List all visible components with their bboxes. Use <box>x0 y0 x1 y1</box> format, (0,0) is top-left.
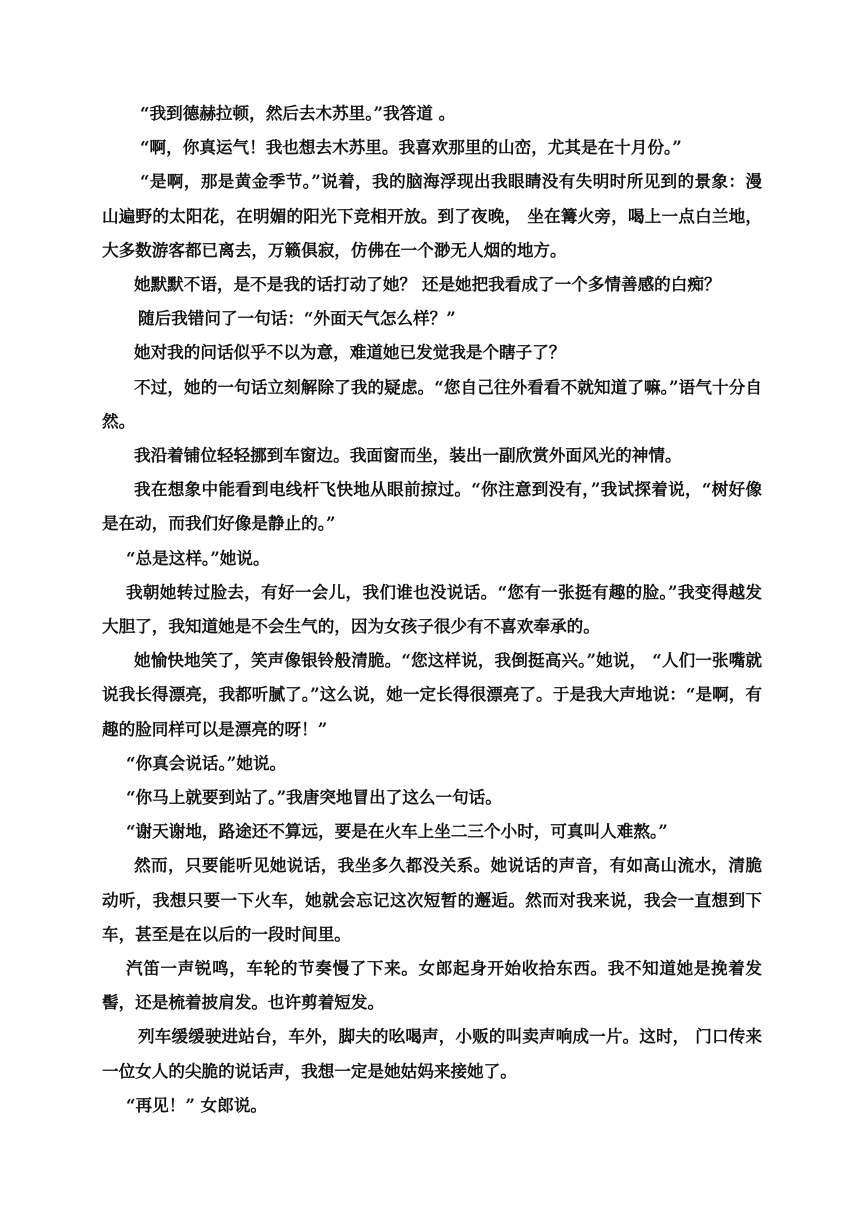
paragraph-16: 然而，只要能听见她说话，我坐多久都没关系。她说话的声音，有如高山流水，清脆动听，我想只要一下火车，她就会忘记这次短暂的邂逅。然而对我来说，我会一直想到下车，甚至是在以后的一段时间里。 <box>102 855 762 944</box>
paragraph-2: “啊，你真运气！我也想去木苏里。我喜欢那里的山峦，尤其是在十月份。” <box>140 137 682 158</box>
paragraph-17: 汽笛一声锐鸣，车轮的节奏慢了下来。女郎起身开始收拾东西。我不知道她是挽着发髻，还是梳着披肩发。也许剪着短发。 <box>102 958 762 1013</box>
paragraph-19: “再见！” 女郎说。 <box>126 1094 268 1115</box>
paragraph-5: 随后我错问了一句话：“外面天气怎么样？” <box>138 308 456 329</box>
story-text <box>102 96 762 1122</box>
paragraph-8: 我沿着铺位轻轻挪到车窗边。我面窗而坐，装出一副欣赏外面风光的神情。 <box>134 445 682 466</box>
paragraph-1: “我到德赫拉顿，然后去木苏里。”我答道 。 <box>140 103 456 123</box>
paragraph-13: “你真会说话。”她说。 <box>126 752 287 773</box>
paragraph-7: 不过，她的一句话立刻解除了我的疑虑。“您自己往外看看不就知道了嘛。”语气十分自然。 <box>102 376 762 431</box>
paragraph-9: 我在想象中能看到电线杆飞快地从眼前掠过。“你注意到没有，”我试探着说，“树好像是在动，而我们好像是静止的。” <box>102 479 762 534</box>
paragraph-11: 我朝她转过脸去，有好一会儿，我们谁也没说话。“您有一张挺有趣的脸。”我变得越发大胆了，我知道她是不会生气的，因为女孩子很少有不喜欢奉承的。 <box>102 581 762 637</box>
paragraph-10: “总是这样。”她说。 <box>126 547 270 568</box>
paragraph-4: 她默默不语，是不是我的话打动了她？ 还是她把我看成了一个多情善感的白痴？ <box>134 274 721 295</box>
paragraph-3: “是啊，那是黄金季节。”说着，我的脑海浮现出我眼睛没有失明时所见到的景象：漫山遍野的太阳花，在明媚的阳光下竞相开放。到了夜晚， 坐在篝火旁，喝上一点白兰地，大多数游客都已离去，万籁俱寂，仿佛在一个渺无人烟的地方。 <box>102 171 762 260</box>
paragraph-14: “你马上就要到站了。”我唐突地冒出了这么一句话。 <box>126 787 502 808</box>
paragraph-15: “谢天谢地，路途还不算远，要是在火车上坐二三个小时，可真叫人难熬。” <box>126 821 668 842</box>
paragraph-6: 她对我的问话似乎不以为意，难道她已发觉我是个瞎子了？ <box>134 342 566 363</box>
paragraph-12: 她愉快地笑了，笑声像银铃般清脆。“您这样说，我倒挺高兴。”她说， “人们一张嘴就说我长得漂亮，我都听腻了。”这么说，她一定长得很漂亮了。于是我大声地说：“是啊，有趣的脸同样可以是漂亮的呀！” <box>102 650 762 739</box>
paragraph-18: 列车缓缓驶进站台，车外，脚夫的吆喝声，小贩的叫卖声响成一片。这时， 门口传来一位女人的尖脆的说话声，我想一定是她姑妈来接她了。 <box>102 1026 762 1081</box>
